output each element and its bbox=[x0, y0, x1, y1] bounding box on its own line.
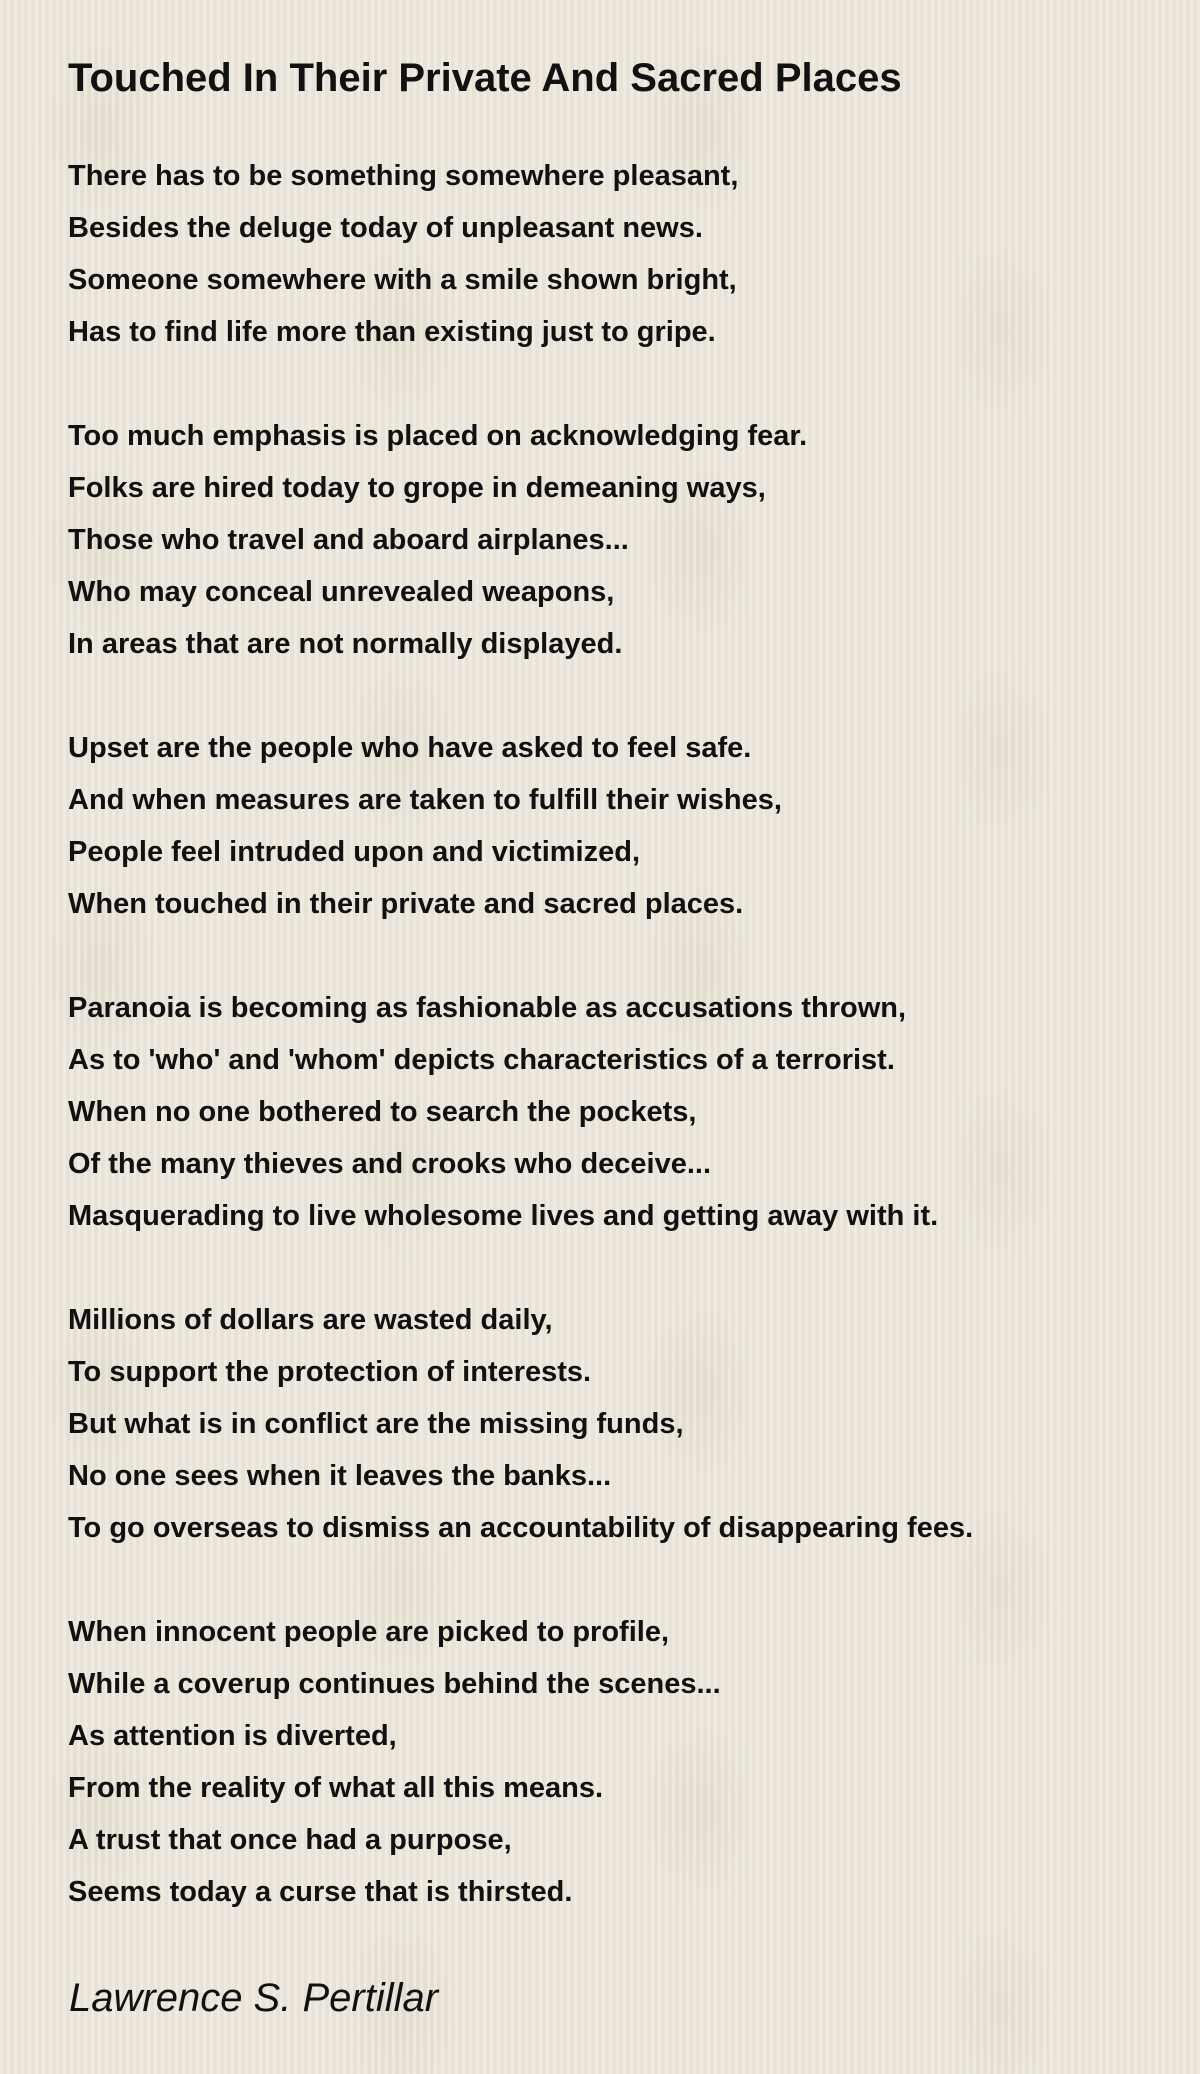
poem-line: And when measures are taken to fulfill their wishes, bbox=[68, 784, 782, 816]
poem-line: Those who travel and aboard airplanes... bbox=[68, 524, 629, 556]
poem-line: To go overseas to dismiss an accountability of disappearing fees. bbox=[68, 1512, 974, 1544]
poem-line: There has to be something somewhere pleasant, bbox=[68, 160, 739, 192]
stanza bbox=[68, 982, 1168, 1242]
poem-line: Upset are the people who have asked to feel safe. bbox=[68, 732, 752, 764]
poem-line: Folks are hired today to grope in demeaning ways, bbox=[68, 472, 766, 504]
poem-line: To support the protection of interests. bbox=[68, 1356, 592, 1388]
poem-line: Too much emphasis is placed on acknowledging fear. bbox=[68, 420, 808, 452]
poem-line: No one sees when it leaves the banks... bbox=[68, 1460, 612, 1492]
stanza bbox=[68, 1606, 1168, 1918]
poem-line: Seems today a curse that is thirsted. bbox=[68, 1876, 573, 1908]
poem-line: As attention is diverted, bbox=[68, 1720, 397, 1752]
poem-line: In areas that are not normally displayed. bbox=[68, 628, 623, 660]
poem-line: When innocent people are picked to profile, bbox=[68, 1616, 670, 1648]
poem-line: While a coverup continues behind the scenes... bbox=[68, 1668, 721, 1700]
poem-author: Lawrence S. Pertillar bbox=[69, 1976, 439, 2020]
poem-line: People feel intruded upon and victimized, bbox=[68, 836, 641, 868]
poem-line: Besides the deluge today of unpleasant news. bbox=[68, 212, 703, 244]
poem-line: But what is in conflict are the missing funds, bbox=[68, 1408, 684, 1440]
stanza bbox=[68, 150, 1168, 358]
poem-line: Masquerading to live wholesome lives and getting away with it. bbox=[68, 1200, 939, 1232]
poem-body bbox=[68, 150, 1168, 1970]
poem-line: Who may conceal unrevealed weapons, bbox=[68, 576, 615, 608]
poem-line: From the reality of what all this means. bbox=[68, 1772, 604, 1804]
poem-title: Touched In Their Private And Sacred Places bbox=[68, 56, 902, 100]
poem-line: When touched in their private and sacred places. bbox=[68, 888, 744, 920]
poem-line: A trust that once had a purpose, bbox=[68, 1824, 512, 1856]
poem-line: Of the many thieves and crooks who deceive... bbox=[68, 1148, 712, 1180]
poem-line: Paranoia is becoming as fashionable as accusations thrown, bbox=[68, 992, 907, 1024]
stanza bbox=[68, 722, 1168, 930]
stanza bbox=[68, 1294, 1168, 1554]
poem-line: When no one bothered to search the pockets, bbox=[68, 1096, 697, 1128]
poem-line: Millions of dollars are wasted daily, bbox=[68, 1304, 553, 1336]
poem-line: Someone somewhere with a smile shown bright, bbox=[68, 264, 737, 296]
poem-line: As to 'who' and 'whom' depicts characteristics of a terrorist. bbox=[68, 1044, 895, 1076]
stanza bbox=[68, 410, 1168, 670]
poem-line: Has to find life more than existing just to gripe. bbox=[68, 316, 716, 348]
